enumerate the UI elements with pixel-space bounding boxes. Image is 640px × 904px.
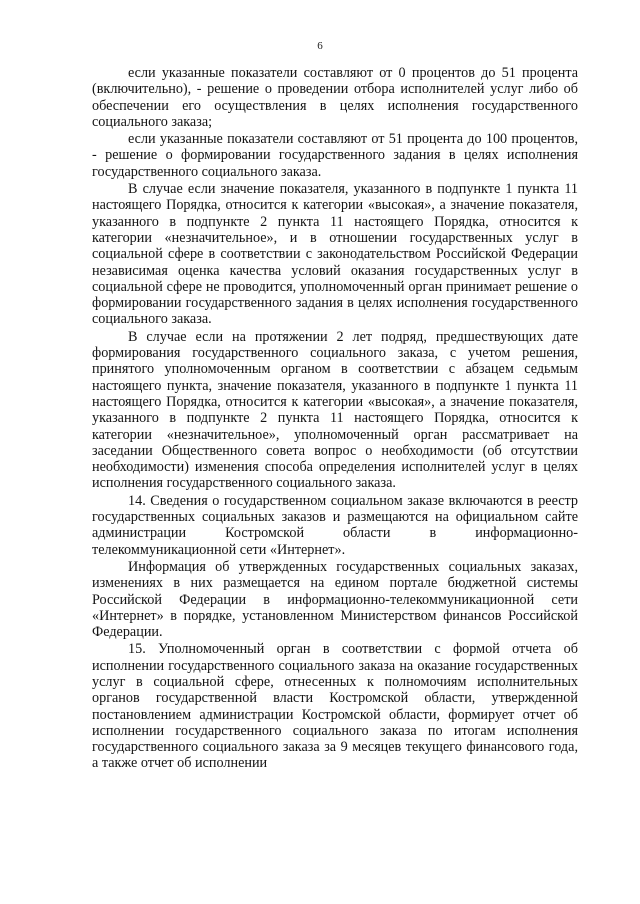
paragraph-5-section-14: 14. Сведения о государственном социальном заказе включаются в реестр государственных социальных заказов и размещаются на официальном сайте администрации Костромской области в информационно-телекоммуникационной сети «Интернет». xyxy=(92,492,578,558)
paragraph-7-section-15: 15. Уполномоченный орган в соответствии с формой отчета об исполнении государственного социального заказа на оказание государственных услуг в социальной сфере, отнесенных к полномочиям исполнительных органов государственной власти Костромской области, утвержденной постановлением администрации Костромской области, формирует отчет об исполнении государственного социального заказа по итогам исполнения государственного социального заказа за 9 месяцев текущего финансового года, а также отчет об исполнении xyxy=(92,641,578,772)
page-number: 6 xyxy=(317,40,323,52)
paragraph-6: Информация об утвержденных государственных социальных заказах, изменениях в них размещается на едином портале бюджетной системы Российской Федерации в информационно-телекоммуникационной сети «Интернет» в порядке, установленном Министерством финансов Российской Федерации. xyxy=(92,558,578,641)
paragraph-4: В случае если на протяжении 2 лет подряд, предшествующих дате формирования государственного социального заказа, с учетом решения, принятого уполномоченным органом в соответствии с абзацем седьмым настоящего пункта, значение показателя, указанного в подпункте 1 пункта 11 настоящего Порядка, относится к категории «высокая», а значение показателя, указанного в подпункте 2 пункта 11 настоящего Порядка, относится к категории «незначительное», уполномоченный орган рассматривает на заседании Общественного совета вопрос о необходимости (об отсутствии необходимости) изменения способа определения исполнителей услуг в целях исполнения государственного социального заказа. xyxy=(92,328,578,492)
document-body xyxy=(92,65,578,773)
paragraph-1: если указанные показатели составляют от 0 процентов до 51 процента (включительно), - решение о проведении отбора исполнителей услуг либо об обеспечении его осуществления в целях исполнения государственного социального заказа; xyxy=(92,65,578,130)
paragraph-2: если указанные показатели составляют от 51 процента до 100 процентов, - решение о формировании государственного задания в целях исполнения государственного социального заказа. xyxy=(92,131,578,180)
paragraph-3: В случае если значение показателя, указанного в подпункте 1 пункта 11 настоящего Порядка, относится к категории «высокая», а значение показателя, указанного в подпункте 2 пункта 11 настоящего Порядка, относится к категории «незначительное», и в отношении государственных услуг в социальной сфере в соответствии с законодательством Российской Федерации независимая оценка качества условий оказания государственных услуг в социальной сфере не проводится, уполномоченный орган принимает решение о формировании государственного задания в целях исполнения государственного социального заказа. xyxy=(92,181,578,328)
